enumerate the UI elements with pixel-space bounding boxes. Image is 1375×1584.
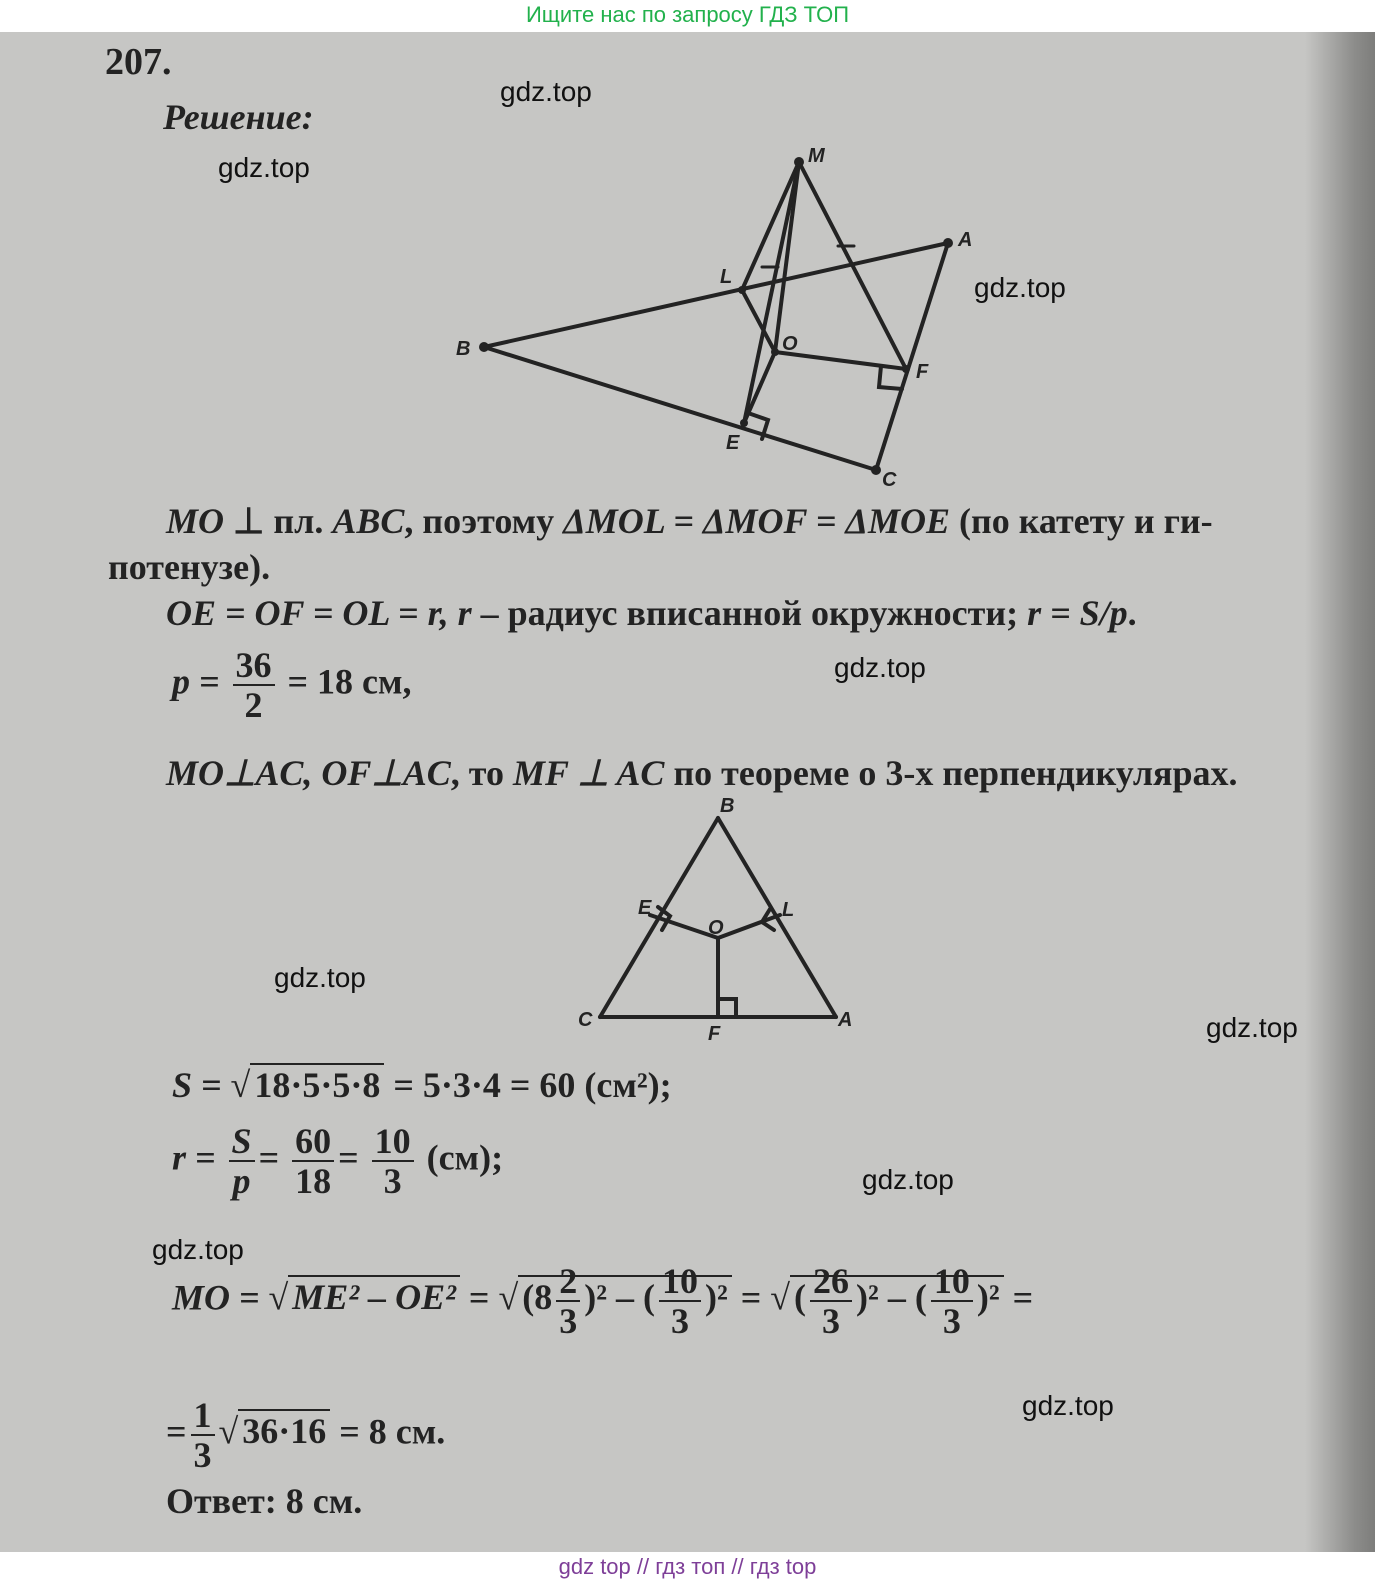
label-E: E: [726, 432, 740, 454]
edge-BC: [484, 347, 876, 470]
problem-number: 207.: [105, 41, 172, 83]
label2-L: L: [782, 899, 795, 921]
label-F: F: [916, 361, 929, 383]
answer: Ответ: 8 см.: [166, 1481, 363, 1521]
point-O: [771, 348, 779, 356]
point-L: [738, 286, 746, 294]
right-angle-E: [748, 413, 768, 439]
perpendiculars-line: MO⊥AC, OF⊥AC, то MF ⊥ AC по теореме о 3-х перпендикулярах.: [166, 753, 1238, 793]
text-line-3: OE = OF = OL = r, r – радиус вписанной окружности; r = S/p.: [166, 593, 1137, 633]
final-formula: = $\frac{1}{3}$ √ 36·16 = 8 см.: [166, 1395, 446, 1475]
label2-A: A: [838, 1009, 853, 1031]
label-A: A: [958, 229, 973, 251]
page-edge-shadow: [1305, 32, 1375, 1552]
radius-formula: r = $\frac{S}{p}$ = $\frac{60}{18}$ = $\frac{10}{3}$ (см);: [172, 1121, 504, 1201]
triangle-figure: [570, 790, 870, 1050]
edge-BA: [484, 243, 948, 347]
text-line-1: MO ⊥ пл. ABC, поэтому ΔMOL = ΔMOF = ΔMOE (по катету и ги-: [166, 501, 1213, 541]
point-E: [740, 419, 748, 427]
point-M: [794, 157, 804, 167]
watermark: gdz.top: [1206, 1012, 1298, 1043]
point-B: [479, 342, 489, 352]
semiperimeter-formula: p = $\frac{36}{2}$ = 18 см,: [172, 645, 412, 725]
label-M: M: [808, 145, 825, 167]
watermark: gdz.top: [218, 152, 310, 183]
label2-F: F: [708, 1023, 721, 1045]
mo-formula: MO = √ ME² – OE² = √ (8 $\frac{2}{3}$ )² – ( $\frac{10}{3}$ )² = √ ( $\frac{26}{3}$ )² – ( $\frac{10}{3}$ )² =: [172, 1261, 1034, 1341]
label2-O: O: [708, 917, 724, 939]
point-C: [871, 465, 881, 475]
point-A: [943, 238, 953, 248]
watermark: gdz.top: [862, 1164, 954, 1195]
label-B: B: [456, 338, 471, 360]
watermark: gdz.top: [274, 962, 366, 993]
label2-E: E: [638, 897, 652, 919]
label-C: C: [882, 469, 897, 491]
solution-heading: Решение:: [163, 97, 314, 137]
watermark: gdz.top: [1022, 1390, 1114, 1421]
label2-B: B: [720, 795, 735, 817]
watermark: gdz.top: [500, 76, 592, 107]
segment-MF: [799, 162, 906, 369]
label-L: L: [720, 266, 733, 288]
right-angle-F2: [718, 999, 736, 1017]
segment-ME: [744, 162, 799, 423]
point-F: [902, 365, 910, 373]
watermark: gdz.top: [834, 652, 926, 683]
pyramid-figure: [440, 140, 1000, 500]
label2-C: C: [578, 1009, 593, 1031]
top-banner[interactable]: Ищите нас по запросу ГДЗ ТОП: [0, 0, 1375, 32]
watermark: gdz.top: [152, 1234, 244, 1265]
edge-AC: [876, 243, 948, 470]
watermark: gdz.top: [974, 272, 1066, 303]
area-formula: S = √ 18·5·5·8 = 5·3·4 = 60 (см²);: [172, 1065, 672, 1105]
bottom-banner[interactable]: gdz top // гдз топ // гдз top: [0, 1552, 1375, 1584]
text-line-2: потенузе).: [108, 547, 271, 587]
label-O: O: [782, 333, 798, 355]
